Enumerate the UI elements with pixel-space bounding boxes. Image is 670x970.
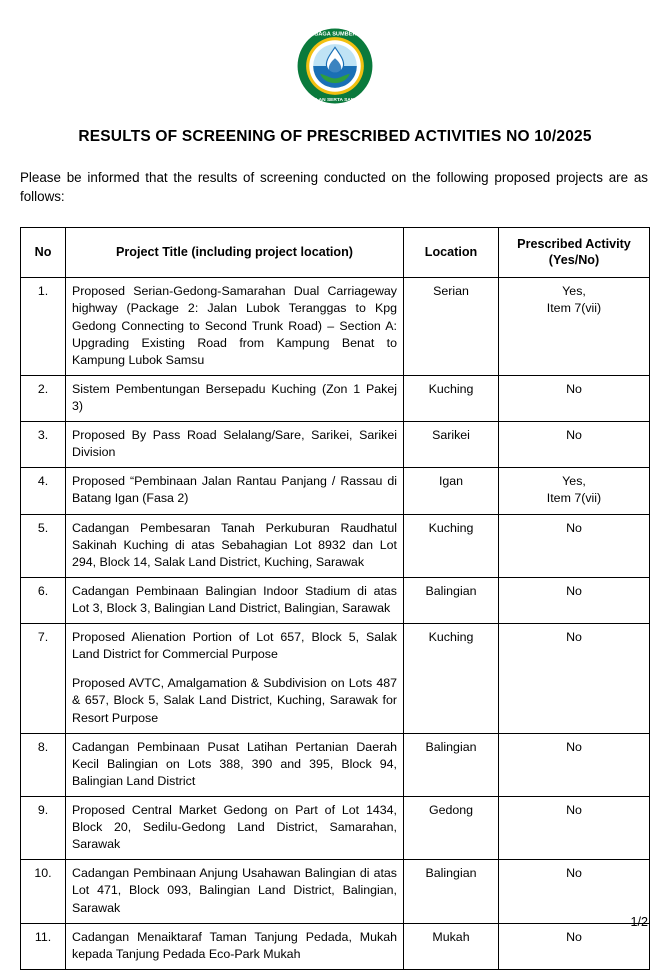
table-row (21, 624, 650, 734)
activity-item: Item 7(vii) (546, 301, 602, 316)
cell-location: Kuching (404, 514, 499, 577)
activity-answer: No (566, 866, 582, 881)
cell-location: Gedong (404, 796, 499, 859)
lembaga-sumber-air-logo-icon (296, 27, 374, 105)
cell-project-title-para: Proposed Alienation Portion of Lot 657, Block 5, Salak Land District for Commercial Purpose (72, 630, 397, 662)
cell-no: 11. (21, 923, 66, 969)
cell-project-title (66, 796, 404, 859)
activity-answer: No (566, 739, 582, 754)
cell-project-title (66, 514, 404, 577)
cell-project-title (66, 278, 404, 376)
cell-no: 4. (21, 468, 66, 514)
cell-location: Balingian (404, 733, 499, 796)
cell-location: Kuching (404, 624, 499, 734)
cell-project-title-para-2: Proposed AVTC, Amalgamation & Subdivision on Lots 487 & 657, Block 5, Salak Land District, Kuching, Sarawak for Resort Purpose (72, 676, 397, 725)
cell-prescribed-activity (499, 375, 650, 421)
cell-project-title (66, 422, 404, 468)
cell-prescribed-activity (499, 796, 650, 859)
cell-project-title (66, 375, 404, 421)
table-row (21, 860, 650, 923)
table-row (21, 923, 650, 969)
column-header-prescribed-activity: Prescribed Activity (Yes/No) (499, 227, 650, 277)
cell-project-title-para: Proposed Serian-Gedong-Samarahan Dual Carriageway highway (Package 2: Jalan Lubok Teranggas to Kpg Gedong Connecting to Second Trunk Road) – Section A: Upgrading Existing Road from Kampung Benat to Kampung Lubok Samsu (72, 284, 397, 367)
activity-answer: No (566, 381, 582, 396)
cell-prescribed-activity (499, 514, 650, 577)
cell-prescribed-activity (499, 733, 650, 796)
cell-prescribed-activity (499, 624, 650, 734)
cell-no: 9. (21, 796, 66, 859)
cell-project-title-para: Cadangan Menaiktaraf Taman Tanjung Pedada, Mukah kepada Tanjung Pedada Eco-Park Mukah (72, 929, 397, 961)
activity-answer: Yes, (562, 284, 586, 299)
cell-project-title-para: Sistem Pembentungan Bersepadu Kuching (Zon 1 Pakej 3) (72, 381, 397, 413)
cell-project-title-para: Cadangan Pembinaan Balingian Indoor Stadium di atas Lot 3, Block 3, Balingian Land District, Balingian, Sarawak (72, 583, 397, 615)
activity-answer: No (566, 520, 582, 535)
cell-no: 8. (21, 733, 66, 796)
cell-no: 7. (21, 624, 66, 734)
column-header-no: No (21, 227, 66, 277)
cell-location: Mukah (404, 923, 499, 969)
activity-answer: No (566, 583, 582, 598)
cell-location: Balingian (404, 577, 499, 623)
cell-no: 1. (21, 278, 66, 376)
svg-text:KAWALAN SERTA SARAWAK: KAWALAN SERTA SARAWAK (301, 98, 369, 104)
cell-project-title-para: Cadangan Pembesaran Tanah Perkuburan Raudhatul Sakinah Kuching di atas Sebahagian Lot 8932 dan Lot 294, Block 14, Salak Land District, Kuching, Sarawak (72, 520, 397, 569)
table-row (21, 514, 650, 577)
cell-location: Kuching (404, 375, 499, 421)
cell-project-title (66, 923, 404, 969)
cell-location: Balingian (404, 860, 499, 923)
cell-no: 2. (21, 375, 66, 421)
table-row (21, 375, 650, 421)
cell-project-title (66, 577, 404, 623)
page-title: RESULTS OF SCREENING OF PRESCRIBED ACTIVITIES NO 10/2025 (78, 128, 592, 145)
cell-project-title-para: Cadangan Pembinaan Pusat Latihan Pertanian Daerah Kecil Balingian on Lots 388, 390 and 395, Block 94, Balingian Land District (72, 739, 397, 788)
table-header-row (21, 227, 650, 277)
cell-location: Sarikei (404, 422, 499, 468)
activity-answer: Yes, (562, 474, 586, 489)
cell-no: 5. (21, 514, 66, 577)
cell-project-title-para: Proposed Central Market Gedong on Part of Lot 1434, Block 20, Sedilu-Gedong Land District, Samarahan, Sarawak (72, 802, 397, 852)
table-row (21, 278, 650, 376)
activity-answer: No (566, 802, 582, 817)
cell-project-title (66, 733, 404, 796)
cell-location: Serian (404, 278, 499, 376)
cell-prescribed-activity (499, 278, 650, 376)
activity-answer: No (566, 929, 582, 944)
cell-prescribed-activity (499, 577, 650, 623)
cell-project-title (66, 624, 404, 734)
column-header-location: Location (404, 227, 499, 277)
cell-prescribed-activity (499, 923, 650, 969)
cell-project-title-para: Proposed By Pass Road Selalang/Sare, Sarikei, Sarikei Division (72, 428, 397, 460)
activity-answer: No (566, 630, 582, 645)
table-row (21, 733, 650, 796)
cell-prescribed-activity (499, 422, 650, 468)
cell-no: 6. (21, 577, 66, 623)
activity-answer: No (566, 428, 582, 443)
cell-project-title-para: Cadangan Pembinaan Anjung Usahawan Balingian di atas Lot 471, Block 093, Balingian Land District, Balingian, Sarawak (72, 866, 397, 915)
screening-results-table (20, 227, 650, 970)
table-row (21, 422, 650, 468)
cell-project-title (66, 468, 404, 514)
table-row (21, 577, 650, 623)
activity-item: Item 7(vii) (546, 491, 602, 506)
cell-project-title (66, 860, 404, 923)
cell-no: 10. (21, 860, 66, 923)
cell-no: 3. (21, 422, 66, 468)
column-header-project-title: Project Title (including project location) (66, 227, 404, 277)
page-footer-number: 1/2 (630, 915, 648, 929)
cell-prescribed-activity (499, 468, 650, 514)
cell-prescribed-activity (499, 860, 650, 923)
table-row (21, 796, 650, 859)
intro-paragraph: Please be informed that the results of screening conducted on the following proposed projects are as follows: (20, 170, 648, 205)
svg-text:LEMBAGA SUMBER AIR: LEMBAGA SUMBER AIR (302, 31, 368, 38)
cell-project-title-para: Proposed “Pembinaan Jalan Rantau Panjang / Rassau di Batang Igan (Fasa 2) (72, 474, 397, 506)
table-row (21, 468, 650, 514)
cell-location: Igan (404, 468, 499, 514)
logo-container (20, 18, 650, 114)
